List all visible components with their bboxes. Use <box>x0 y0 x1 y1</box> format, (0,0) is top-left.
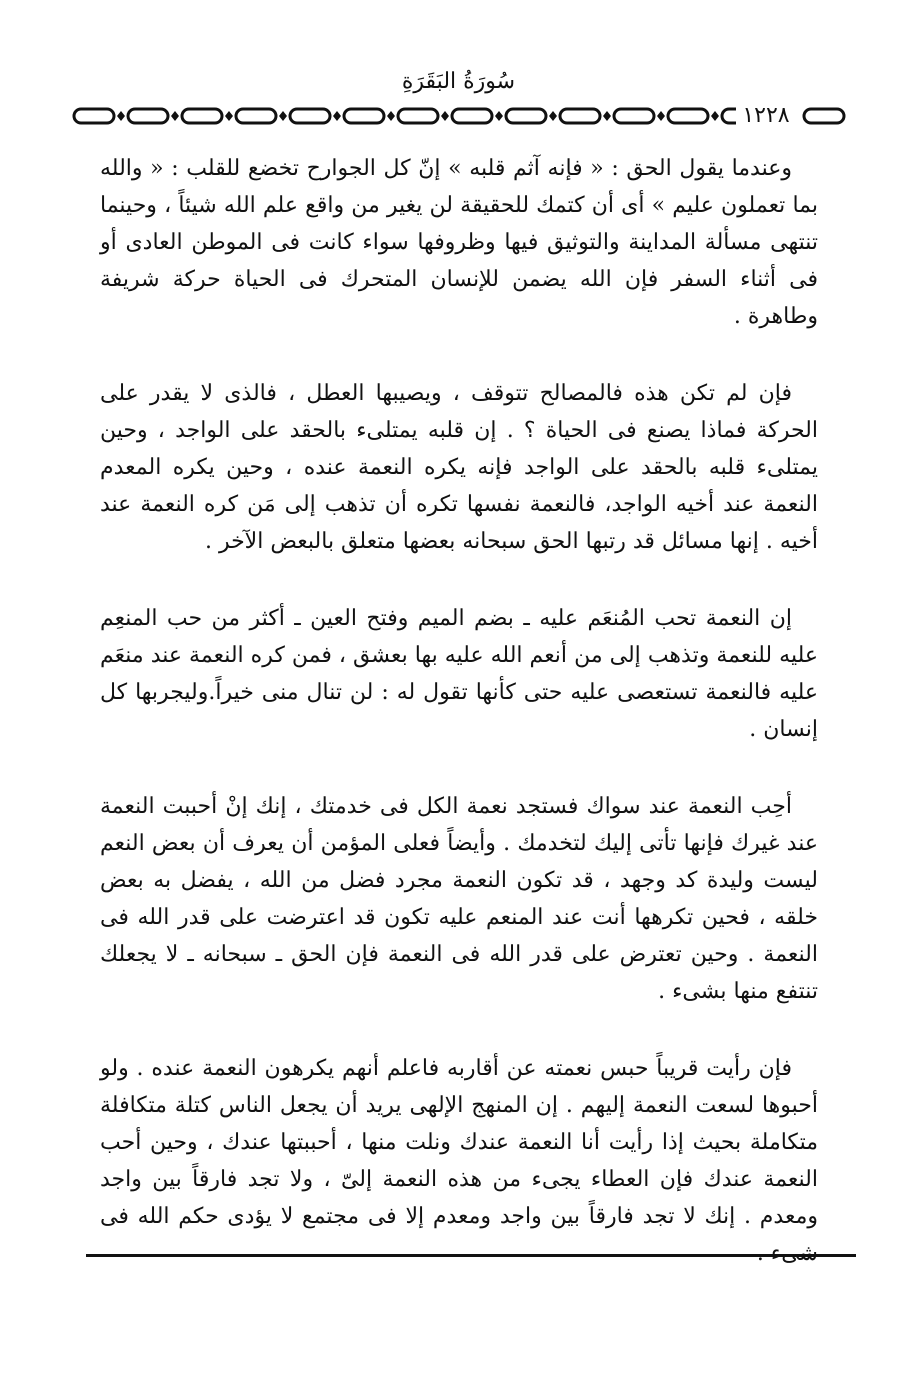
page-number: ١٢٢٨ <box>736 102 796 130</box>
paragraph-1: وعندما يقول الحق : « فإنه آثم قلبه » إنّ كل الجوارح تخضع للقلب : « والله بما تعملون عليم » أى أن كتمك للحقيقة لن يغير من واقع علم الله شيئاً ، وحينما تنتهى مسألة المداينة والتوثيق فيها وظروفها سواء كانت فى الموطن العادى أو فى أثناء السفر فإن الله يضمن للإنسان المتحرك فى الحياة حركة شريفة وطاهرة . <box>100 156 818 329</box>
paragraph-2: فإن لم تكن هذه فالمصالح تتوقف ، ويصيبها العطل ، فالذى لا يقدر على الحركة فماذا يصنع فى الحياة ؟ . إن قلبه يمتلىء بالحقد على الواجد ، وحين يمتلىء قلبه بالحقد على الواجد فإنه يكره النعمة عنده ، وحين يكره المعدم النعمة عند أخيه الواجد، فالنعمة نفسها تكره أن تذهب إلى مَن كره النعمة عند أخيه . إنها مسائل قد رتبها الحق سبحانه بعضها متعلق بالبعض الآخر . <box>100 381 818 554</box>
paragraph-5: فإن رأيت قريباً حبس نعمته عن أقاربه فاعلم أنهم يكرهون النعمة عنده . ولو أحبوها لسعت النعمة إليهم . إن المنهج الإلهى يريد أن يجعل الناس كتلة متكافلة متكاملة بحيث إذا رأيت أنا النعمة عندك ونلت منها ، أحببتها عندك ، وحين أحب النعمة عندك فإن العطاء يجىء من هذه النعمة إلىّ ، ولا تجد فارقاً بين واجد ومعدم . إنك لا تجد فارقاً بين واجد ومعدم إلا فى مجتمع لا يؤدى حكم الله فى <box>100 1056 818 1229</box>
page-header <box>0 60 917 140</box>
footer-divider <box>86 1254 856 1257</box>
paragraph-3: إن النعمة تحب المُنعَم عليه ـ بضم الميم وفتح العين ـ أكثر من حب المنعِم عليه للنعمة وتذهب إلى من أنعم الله عليه بها بعشق ، فمن كره النعمة عند منعَم عليه فالنعمة تستعصى عليه حتى كأنها تقول له : لن تنال منى خيراً.وليجربها كل إنسان . <box>100 606 818 742</box>
surah-title: سُورَةُ البَقَرَةِ <box>401 69 516 94</box>
ornamental-border <box>70 98 850 134</box>
page-body <box>100 150 818 1312</box>
paragraph-4: أحِب النعمة عند سواك فستجد نعمة الكل فى خدمتك ، إنك إنْ أحببت النعمة عند غيرك فإنها تأتى إليك لتخدمك . وأيضاً فعلى المؤمن أن يعرف أن بعض النعم ليست وليدة كد وجهد ، قد تكون النعمة مجرد فضل من الله ، يفضل به بعض خلقه ، فحين تكرهها أنت عند المنعم عليه تكون قد اعترضت على قدر الله فى النعمة . وحين تعترض على قدر الله فى النعمة فإن الحق ـ سبحانه ـ لا يجعلك تنتفع منها بشىء . <box>100 794 819 1004</box>
